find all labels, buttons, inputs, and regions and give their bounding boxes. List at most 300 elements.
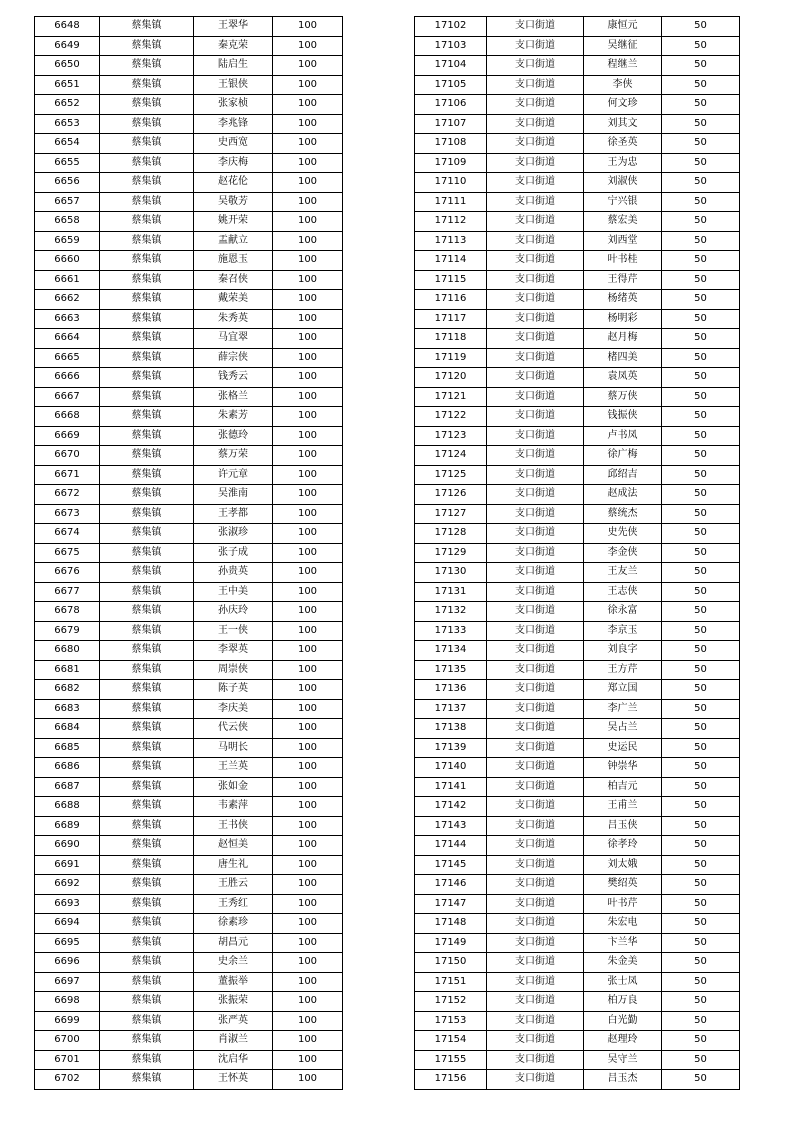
township-cell: 支口街道 bbox=[487, 348, 584, 368]
record-number-cell: 6668 bbox=[35, 407, 100, 427]
amount-cell: 100 bbox=[273, 251, 343, 271]
township-cell: 支口街道 bbox=[487, 777, 584, 797]
table-row bbox=[35, 485, 343, 505]
person-name-cell: 杨明彩 bbox=[584, 309, 662, 329]
township-cell: 蔡集镇 bbox=[100, 368, 194, 388]
person-name-cell: 史余兰 bbox=[194, 953, 273, 973]
table-row bbox=[415, 563, 740, 583]
record-number-cell: 17132 bbox=[415, 602, 487, 622]
amount-cell: 50 bbox=[662, 95, 740, 115]
table-row bbox=[415, 836, 740, 856]
person-name-cell: 叶书桂 bbox=[584, 251, 662, 271]
amount-cell: 50 bbox=[662, 231, 740, 251]
amount-cell: 100 bbox=[273, 192, 343, 212]
table-row bbox=[415, 524, 740, 544]
amount-cell: 50 bbox=[662, 173, 740, 193]
township-cell: 蔡集镇 bbox=[100, 212, 194, 232]
record-number-cell: 6675 bbox=[35, 543, 100, 563]
amount-cell: 100 bbox=[273, 582, 343, 602]
township-cell: 支口街道 bbox=[487, 699, 584, 719]
amount-cell: 50 bbox=[662, 56, 740, 76]
amount-cell: 50 bbox=[662, 738, 740, 758]
township-cell: 蔡集镇 bbox=[100, 563, 194, 583]
amount-cell: 50 bbox=[662, 621, 740, 641]
amount-cell: 50 bbox=[662, 719, 740, 739]
township-cell: 支口街道 bbox=[487, 953, 584, 973]
person-name-cell: 马明长 bbox=[194, 738, 273, 758]
table-row bbox=[35, 173, 343, 193]
township-cell: 支口街道 bbox=[487, 153, 584, 173]
township-cell: 蔡集镇 bbox=[100, 582, 194, 602]
person-name-cell: 王志侠 bbox=[584, 582, 662, 602]
record-number-cell: 6674 bbox=[35, 524, 100, 544]
amount-cell: 50 bbox=[662, 855, 740, 875]
amount-cell: 100 bbox=[273, 719, 343, 739]
township-cell: 蔡集镇 bbox=[100, 290, 194, 310]
township-cell: 蔡集镇 bbox=[100, 1050, 194, 1070]
table-row bbox=[35, 114, 343, 134]
amount-cell: 100 bbox=[273, 134, 343, 154]
record-number-cell: 6649 bbox=[35, 36, 100, 56]
record-number-cell: 6667 bbox=[35, 387, 100, 407]
township-cell: 支口街道 bbox=[487, 387, 584, 407]
record-number-cell: 17108 bbox=[415, 134, 487, 154]
person-name-cell: 赵月梅 bbox=[584, 329, 662, 349]
table-row bbox=[35, 75, 343, 95]
amount-cell: 50 bbox=[662, 875, 740, 895]
person-name-cell: 王怀英 bbox=[194, 1070, 273, 1090]
amount-cell: 50 bbox=[662, 251, 740, 271]
record-number-cell: 6659 bbox=[35, 231, 100, 251]
amount-cell: 50 bbox=[662, 329, 740, 349]
amount-cell: 100 bbox=[273, 56, 343, 76]
amount-cell: 100 bbox=[273, 407, 343, 427]
table-row bbox=[35, 504, 343, 524]
table-row bbox=[415, 914, 740, 934]
table-row bbox=[415, 777, 740, 797]
person-name-cell: 朱金美 bbox=[584, 953, 662, 973]
township-cell: 蔡集镇 bbox=[100, 972, 194, 992]
person-name-cell: 叶书芹 bbox=[584, 894, 662, 914]
person-name-cell: 薛宗侠 bbox=[194, 348, 273, 368]
township-cell: 支口街道 bbox=[487, 485, 584, 505]
table-row bbox=[35, 251, 343, 271]
record-number-cell: 17136 bbox=[415, 680, 487, 700]
amount-cell: 50 bbox=[662, 641, 740, 661]
person-name-cell: 孙贵英 bbox=[194, 563, 273, 583]
township-cell: 蔡集镇 bbox=[100, 855, 194, 875]
person-name-cell: 施恩玉 bbox=[194, 251, 273, 271]
table-row bbox=[415, 368, 740, 388]
table-row bbox=[415, 114, 740, 134]
person-name-cell: 刘西堂 bbox=[584, 231, 662, 251]
person-name-cell: 史先侠 bbox=[584, 524, 662, 544]
amount-cell: 50 bbox=[662, 543, 740, 563]
record-number-cell: 6653 bbox=[35, 114, 100, 134]
record-number-cell: 6696 bbox=[35, 953, 100, 973]
table-row bbox=[35, 368, 343, 388]
record-number-cell: 6657 bbox=[35, 192, 100, 212]
person-name-cell: 赵理玲 bbox=[584, 1031, 662, 1051]
amount-cell: 50 bbox=[662, 290, 740, 310]
person-name-cell: 王一侠 bbox=[194, 621, 273, 641]
person-name-cell: 沈启华 bbox=[194, 1050, 273, 1070]
township-cell: 支口街道 bbox=[487, 270, 584, 290]
township-cell: 蔡集镇 bbox=[100, 309, 194, 329]
person-name-cell: 李京玉 bbox=[584, 621, 662, 641]
township-cell: 支口街道 bbox=[487, 407, 584, 427]
township-cell: 蔡集镇 bbox=[100, 816, 194, 836]
amount-cell: 50 bbox=[662, 797, 740, 817]
table-row bbox=[415, 56, 740, 76]
record-number-cell: 17137 bbox=[415, 699, 487, 719]
person-name-cell: 王兰英 bbox=[194, 758, 273, 778]
table-row bbox=[35, 914, 343, 934]
table-row bbox=[35, 602, 343, 622]
record-number-cell: 17121 bbox=[415, 387, 487, 407]
township-cell: 蔡集镇 bbox=[100, 543, 194, 563]
record-number-cell: 17148 bbox=[415, 914, 487, 934]
person-name-cell: 胡昌元 bbox=[194, 933, 273, 953]
township-cell: 支口街道 bbox=[487, 641, 584, 661]
table-row bbox=[35, 894, 343, 914]
table-row bbox=[35, 836, 343, 856]
table-row bbox=[35, 641, 343, 661]
record-number-cell: 17149 bbox=[415, 933, 487, 953]
amount-cell: 50 bbox=[662, 17, 740, 37]
table-row bbox=[35, 1011, 343, 1031]
record-number-cell: 17134 bbox=[415, 641, 487, 661]
amount-cell: 50 bbox=[662, 992, 740, 1012]
table-row bbox=[35, 563, 343, 583]
table-row bbox=[415, 738, 740, 758]
township-cell: 蔡集镇 bbox=[100, 192, 194, 212]
township-cell: 蔡集镇 bbox=[100, 407, 194, 427]
person-name-cell: 王孝都 bbox=[194, 504, 273, 524]
township-cell: 蔡集镇 bbox=[100, 153, 194, 173]
record-number-cell: 6689 bbox=[35, 816, 100, 836]
amount-cell: 50 bbox=[662, 368, 740, 388]
township-cell: 蔡集镇 bbox=[100, 719, 194, 739]
person-name-cell: 王甫兰 bbox=[584, 797, 662, 817]
township-cell: 蔡集镇 bbox=[100, 446, 194, 466]
person-name-cell: 蔡统杰 bbox=[584, 504, 662, 524]
amount-cell: 100 bbox=[273, 75, 343, 95]
person-name-cell: 王为忠 bbox=[584, 153, 662, 173]
table-row bbox=[35, 465, 343, 485]
township-cell: 支口街道 bbox=[487, 563, 584, 583]
amount-cell: 50 bbox=[662, 699, 740, 719]
record-number-cell: 17141 bbox=[415, 777, 487, 797]
person-name-cell: 朱素芳 bbox=[194, 407, 273, 427]
township-cell: 支口街道 bbox=[487, 309, 584, 329]
township-cell: 蔡集镇 bbox=[100, 251, 194, 271]
amount-cell: 100 bbox=[273, 504, 343, 524]
table-row bbox=[415, 290, 740, 310]
township-cell: 蔡集镇 bbox=[100, 680, 194, 700]
person-name-cell: 史运民 bbox=[584, 738, 662, 758]
amount-cell: 100 bbox=[273, 1070, 343, 1090]
table-row bbox=[35, 738, 343, 758]
township-cell: 支口街道 bbox=[487, 36, 584, 56]
record-number-cell: 17142 bbox=[415, 797, 487, 817]
person-name-cell: 陆启生 bbox=[194, 56, 273, 76]
record-number-cell: 6681 bbox=[35, 660, 100, 680]
table-row bbox=[415, 426, 740, 446]
table-row bbox=[415, 797, 740, 817]
record-number-cell: 6698 bbox=[35, 992, 100, 1012]
table-row bbox=[415, 894, 740, 914]
table-row bbox=[35, 407, 343, 427]
person-name-cell: 朱秀英 bbox=[194, 309, 273, 329]
township-cell: 支口街道 bbox=[487, 1031, 584, 1051]
amount-cell: 50 bbox=[662, 348, 740, 368]
person-name-cell: 肖淑兰 bbox=[194, 1031, 273, 1051]
person-name-cell: 柏吉元 bbox=[584, 777, 662, 797]
person-name-cell: 李庆美 bbox=[194, 699, 273, 719]
person-name-cell: 朱宏电 bbox=[584, 914, 662, 934]
amount-cell: 100 bbox=[273, 173, 343, 193]
record-number-cell: 6677 bbox=[35, 582, 100, 602]
table-row bbox=[35, 212, 343, 232]
person-name-cell: 徐广梅 bbox=[584, 446, 662, 466]
amount-cell: 100 bbox=[273, 738, 343, 758]
person-name-cell: 周崇侠 bbox=[194, 660, 273, 680]
amount-cell: 100 bbox=[273, 777, 343, 797]
person-name-cell: 姚开荣 bbox=[194, 212, 273, 232]
table-row bbox=[415, 972, 740, 992]
amount-cell: 50 bbox=[662, 426, 740, 446]
table-row bbox=[35, 972, 343, 992]
township-cell: 蔡集镇 bbox=[100, 602, 194, 622]
table-row bbox=[35, 797, 343, 817]
record-number-cell: 17139 bbox=[415, 738, 487, 758]
record-number-cell: 17118 bbox=[415, 329, 487, 349]
amount-cell: 50 bbox=[662, 1011, 740, 1031]
amount-cell: 100 bbox=[273, 368, 343, 388]
township-cell: 蔡集镇 bbox=[100, 797, 194, 817]
record-number-cell: 17117 bbox=[415, 309, 487, 329]
record-number-cell: 17140 bbox=[415, 758, 487, 778]
person-name-cell: 盂献立 bbox=[194, 231, 273, 251]
amount-cell: 100 bbox=[273, 621, 343, 641]
township-cell: 蔡集镇 bbox=[100, 1031, 194, 1051]
person-name-cell: 杨绪英 bbox=[584, 290, 662, 310]
township-cell: 蔡集镇 bbox=[100, 524, 194, 544]
record-number-cell: 17123 bbox=[415, 426, 487, 446]
table-row bbox=[415, 446, 740, 466]
amount-cell: 100 bbox=[273, 114, 343, 134]
township-cell: 支口街道 bbox=[487, 836, 584, 856]
record-number-cell: 6702 bbox=[35, 1070, 100, 1090]
township-cell: 蔡集镇 bbox=[100, 56, 194, 76]
table-row bbox=[415, 465, 740, 485]
person-name-cell: 张士凤 bbox=[584, 972, 662, 992]
record-number-cell: 6695 bbox=[35, 933, 100, 953]
person-name-cell: 郑立国 bbox=[584, 680, 662, 700]
township-cell: 支口街道 bbox=[487, 290, 584, 310]
township-cell: 蔡集镇 bbox=[100, 36, 194, 56]
table-row bbox=[415, 192, 740, 212]
amount-cell: 100 bbox=[273, 758, 343, 778]
township-cell: 支口街道 bbox=[487, 894, 584, 914]
township-cell: 支口街道 bbox=[487, 504, 584, 524]
amount-cell: 100 bbox=[273, 212, 343, 232]
amount-cell: 100 bbox=[273, 602, 343, 622]
record-number-cell: 6686 bbox=[35, 758, 100, 778]
person-name-cell: 王书侠 bbox=[194, 816, 273, 836]
amount-cell: 100 bbox=[273, 387, 343, 407]
record-number-cell: 17133 bbox=[415, 621, 487, 641]
person-name-cell: 李广兰 bbox=[584, 699, 662, 719]
table-row bbox=[35, 543, 343, 563]
township-cell: 蔡集镇 bbox=[100, 1070, 194, 1090]
table-row bbox=[415, 407, 740, 427]
township-cell: 支口街道 bbox=[487, 446, 584, 466]
amount-cell: 100 bbox=[273, 1031, 343, 1051]
record-number-cell: 17104 bbox=[415, 56, 487, 76]
township-cell: 蔡集镇 bbox=[100, 641, 194, 661]
amount-cell: 100 bbox=[273, 290, 343, 310]
person-name-cell: 马宜翠 bbox=[194, 329, 273, 349]
person-name-cell: 吕玉杰 bbox=[584, 1070, 662, 1090]
township-cell: 蔡集镇 bbox=[100, 134, 194, 154]
person-name-cell: 袁凤英 bbox=[584, 368, 662, 388]
person-name-cell: 王友兰 bbox=[584, 563, 662, 583]
amount-cell: 50 bbox=[662, 777, 740, 797]
table-row bbox=[35, 933, 343, 953]
table-row bbox=[35, 56, 343, 76]
person-name-cell: 吴淮南 bbox=[194, 485, 273, 505]
table-row bbox=[415, 680, 740, 700]
person-name-cell: 何文珍 bbox=[584, 95, 662, 115]
township-cell: 支口街道 bbox=[487, 582, 584, 602]
record-number-cell: 17144 bbox=[415, 836, 487, 856]
township-cell: 支口街道 bbox=[487, 680, 584, 700]
township-cell: 蔡集镇 bbox=[100, 329, 194, 349]
amount-cell: 100 bbox=[273, 894, 343, 914]
person-name-cell: 王秀红 bbox=[194, 894, 273, 914]
record-number-cell: 6685 bbox=[35, 738, 100, 758]
right-roster-body bbox=[415, 17, 740, 1090]
township-cell: 支口街道 bbox=[487, 855, 584, 875]
township-cell: 蔡集镇 bbox=[100, 485, 194, 505]
record-number-cell: 6692 bbox=[35, 875, 100, 895]
record-number-cell: 17103 bbox=[415, 36, 487, 56]
amount-cell: 100 bbox=[273, 329, 343, 349]
record-number-cell: 17138 bbox=[415, 719, 487, 739]
record-number-cell: 17153 bbox=[415, 1011, 487, 1031]
record-number-cell: 17112 bbox=[415, 212, 487, 232]
township-cell: 支口街道 bbox=[487, 719, 584, 739]
amount-cell: 100 bbox=[273, 270, 343, 290]
table-row bbox=[415, 621, 740, 641]
record-number-cell: 6688 bbox=[35, 797, 100, 817]
record-number-cell: 6652 bbox=[35, 95, 100, 115]
record-number-cell: 6700 bbox=[35, 1031, 100, 1051]
record-number-cell: 6684 bbox=[35, 719, 100, 739]
table-row bbox=[415, 1070, 740, 1090]
person-name-cell: 程继兰 bbox=[584, 56, 662, 76]
person-name-cell: 王得芹 bbox=[584, 270, 662, 290]
township-cell: 蔡集镇 bbox=[100, 836, 194, 856]
table-row bbox=[35, 855, 343, 875]
amount-cell: 100 bbox=[273, 524, 343, 544]
amount-cell: 50 bbox=[662, 134, 740, 154]
table-row bbox=[35, 582, 343, 602]
table-row bbox=[35, 309, 343, 329]
person-name-cell: 柏万良 bbox=[584, 992, 662, 1012]
amount-cell: 50 bbox=[662, 485, 740, 505]
amount-cell: 100 bbox=[273, 953, 343, 973]
person-name-cell: 戴荣美 bbox=[194, 290, 273, 310]
amount-cell: 50 bbox=[662, 680, 740, 700]
township-cell: 蔡集镇 bbox=[100, 426, 194, 446]
record-number-cell: 17125 bbox=[415, 465, 487, 485]
table-row bbox=[35, 290, 343, 310]
table-row bbox=[415, 602, 740, 622]
table-row bbox=[415, 1050, 740, 1070]
record-number-cell: 17120 bbox=[415, 368, 487, 388]
table-row bbox=[415, 1031, 740, 1051]
township-cell: 蔡集镇 bbox=[100, 348, 194, 368]
township-cell: 支口街道 bbox=[487, 543, 584, 563]
amount-cell: 100 bbox=[273, 855, 343, 875]
person-name-cell: 孙庆玲 bbox=[194, 602, 273, 622]
record-number-cell: 6678 bbox=[35, 602, 100, 622]
township-cell: 支口街道 bbox=[487, 933, 584, 953]
person-name-cell: 楮四美 bbox=[584, 348, 662, 368]
amount-cell: 50 bbox=[662, 309, 740, 329]
person-name-cell: 樊绍英 bbox=[584, 875, 662, 895]
person-name-cell: 张严英 bbox=[194, 1011, 273, 1031]
amount-cell: 100 bbox=[273, 1050, 343, 1070]
table-row bbox=[415, 17, 740, 37]
table-row bbox=[415, 485, 740, 505]
amount-cell: 100 bbox=[273, 797, 343, 817]
record-number-cell: 17122 bbox=[415, 407, 487, 427]
amount-cell: 50 bbox=[662, 1070, 740, 1090]
amount-cell: 100 bbox=[273, 17, 343, 37]
record-number-cell: 6661 bbox=[35, 270, 100, 290]
amount-cell: 100 bbox=[273, 992, 343, 1012]
person-name-cell: 徐圣英 bbox=[584, 134, 662, 154]
amount-cell: 100 bbox=[273, 153, 343, 173]
amount-cell: 100 bbox=[273, 933, 343, 953]
person-name-cell: 刘淑侠 bbox=[584, 173, 662, 193]
person-name-cell: 张振荣 bbox=[194, 992, 273, 1012]
person-name-cell: 王胜云 bbox=[194, 875, 273, 895]
township-cell: 支口街道 bbox=[487, 212, 584, 232]
person-name-cell: 徐素珍 bbox=[194, 914, 273, 934]
amount-cell: 50 bbox=[662, 524, 740, 544]
township-cell: 支口街道 bbox=[487, 1011, 584, 1031]
table-row bbox=[35, 1050, 343, 1070]
township-cell: 支口街道 bbox=[487, 738, 584, 758]
amount-cell: 50 bbox=[662, 212, 740, 232]
table-row bbox=[415, 348, 740, 368]
person-name-cell: 蔡万侠 bbox=[584, 387, 662, 407]
left-roster-table bbox=[34, 16, 343, 1090]
table-row bbox=[35, 777, 343, 797]
table-row bbox=[415, 212, 740, 232]
amount-cell: 100 bbox=[273, 563, 343, 583]
amount-cell: 100 bbox=[273, 231, 343, 251]
township-cell: 支口街道 bbox=[487, 465, 584, 485]
table-row bbox=[415, 251, 740, 271]
amount-cell: 100 bbox=[273, 309, 343, 329]
person-name-cell: 秦召侠 bbox=[194, 270, 273, 290]
